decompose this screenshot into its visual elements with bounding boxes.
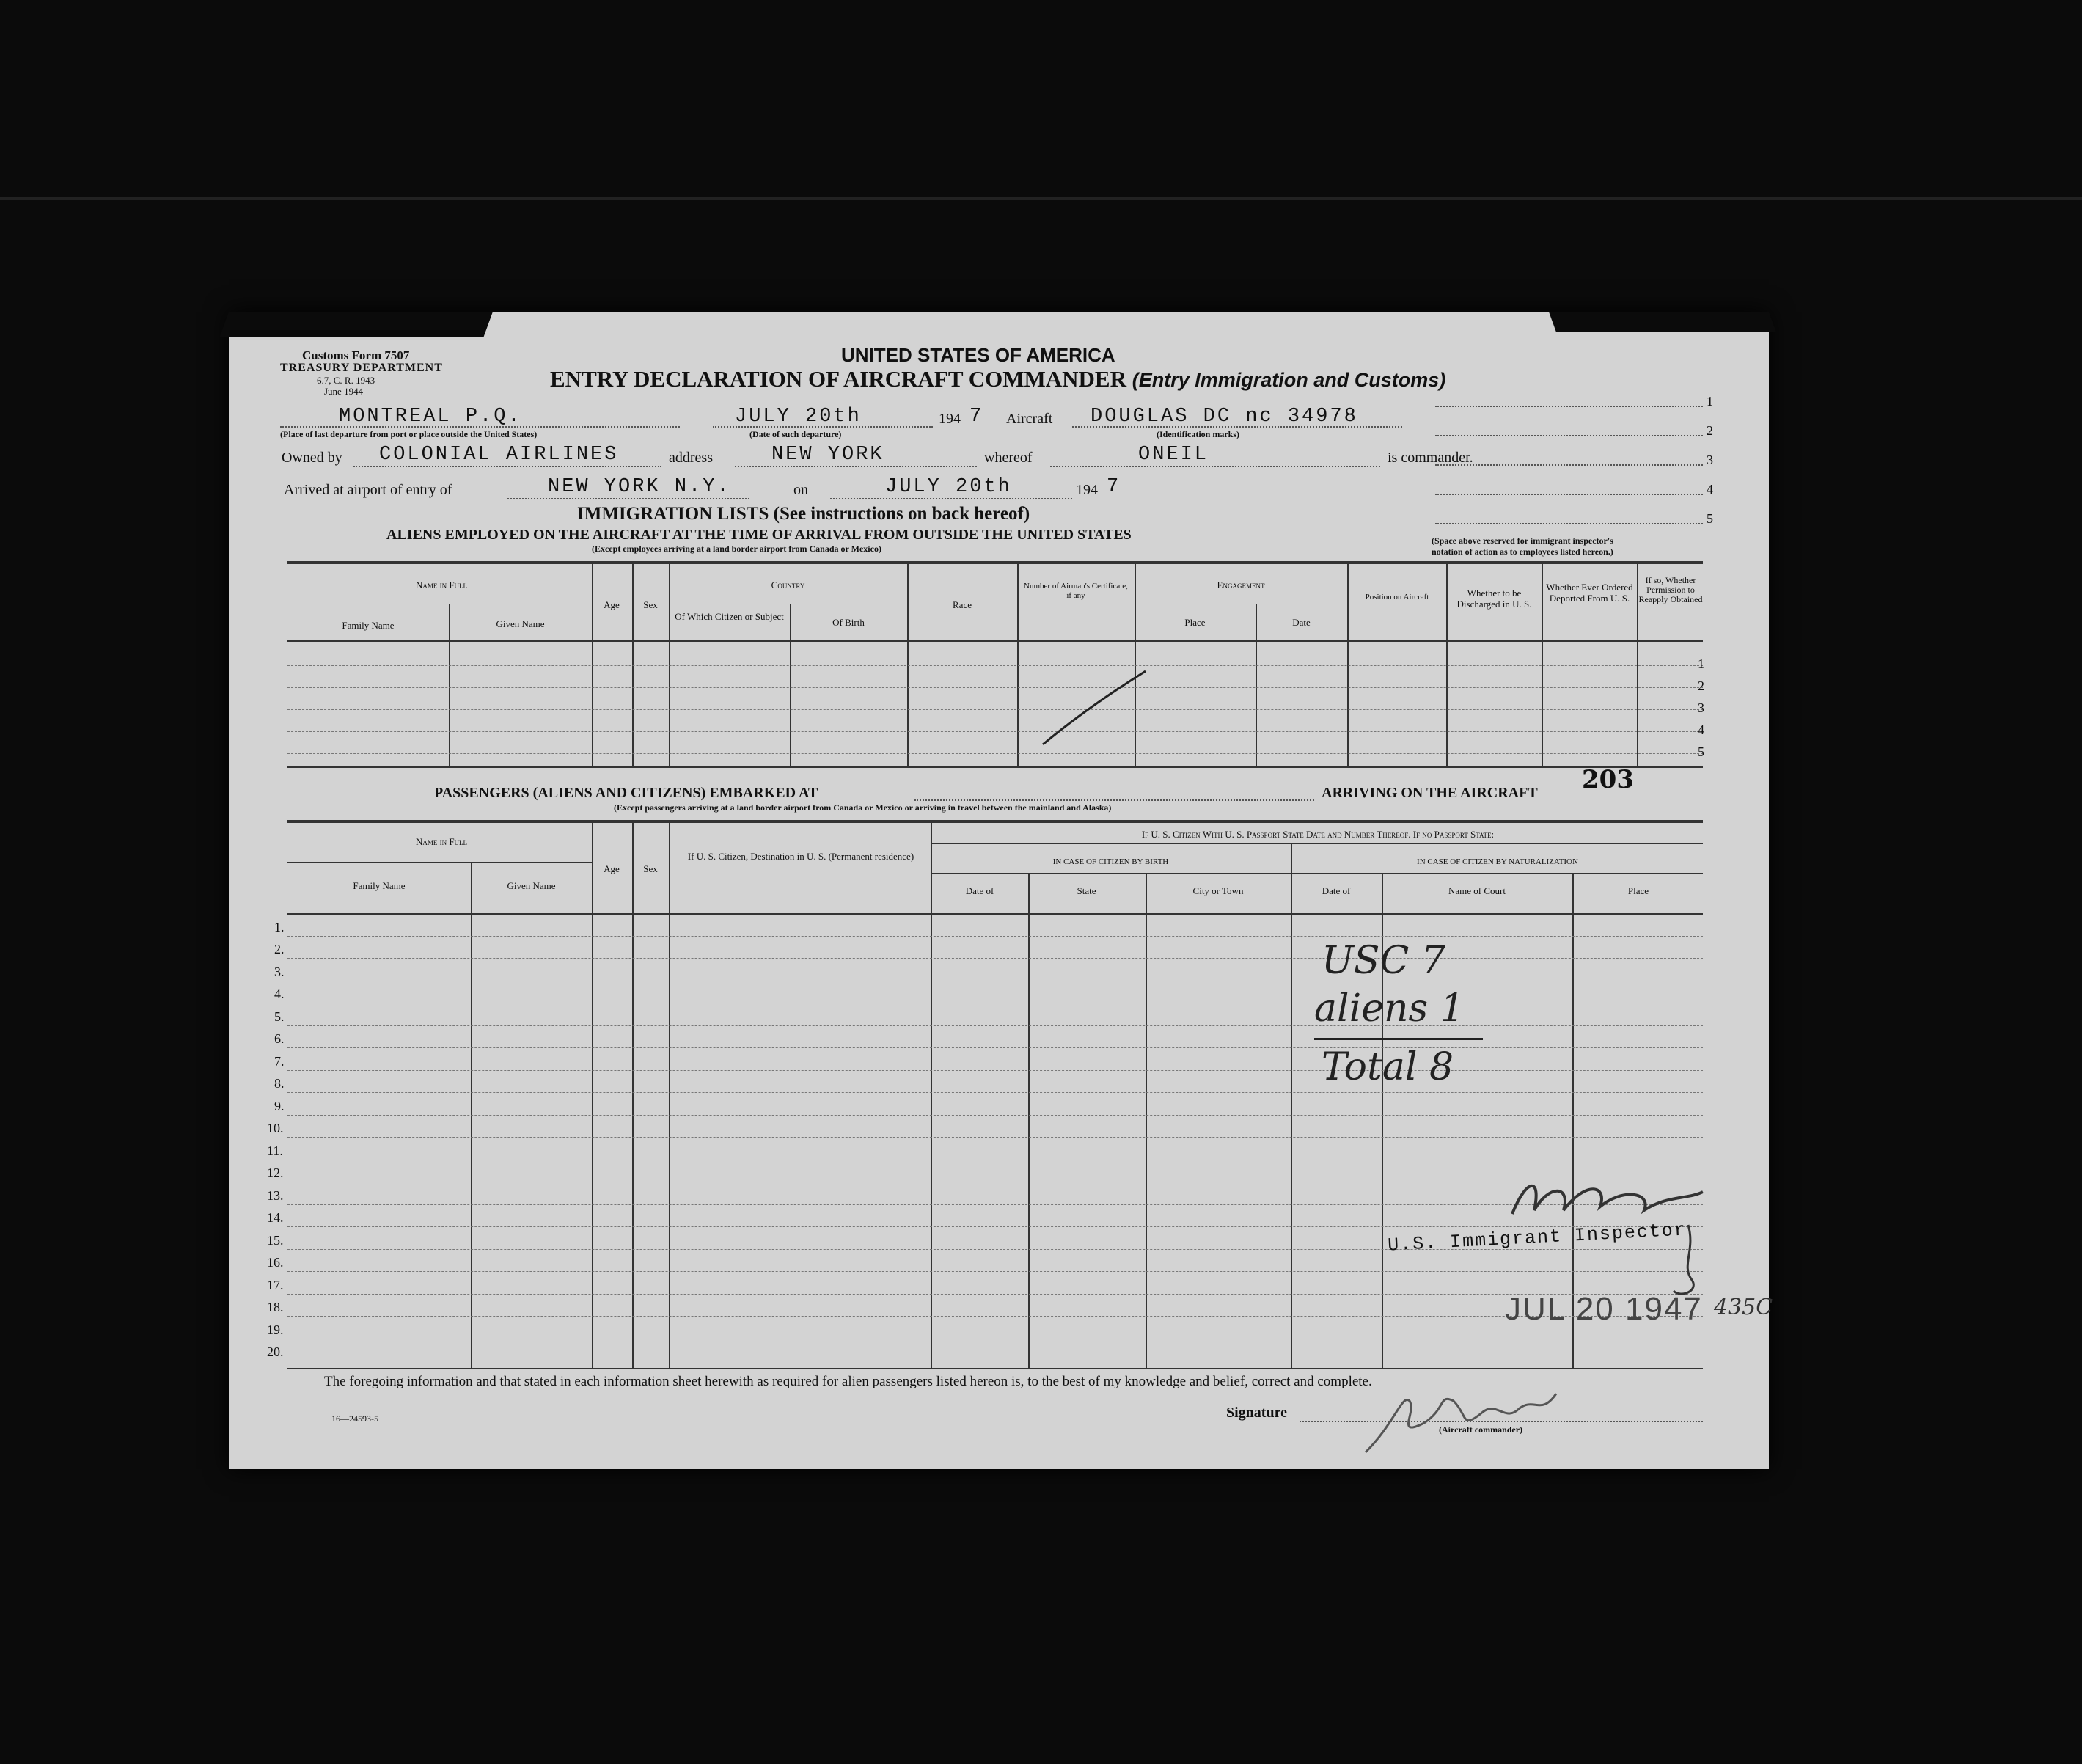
passenger-row-line: [287, 1294, 1703, 1295]
passengers-heading-right: ARRIVING ON THE AIRCRAFT: [1322, 785, 1538, 801]
passenger-row-line: [287, 1204, 1703, 1205]
col-discharged: Whether to be Discharged in U. S.: [1456, 588, 1532, 610]
col-eng-date: Date: [1292, 617, 1311, 628]
pcol-sex: Sex: [643, 863, 658, 874]
address-label: address: [669, 450, 713, 466]
handwritten-number: 203: [1582, 765, 1634, 794]
passenger-row-line: [287, 1271, 1703, 1272]
regulation: 6.7, C. R. 1943: [317, 375, 375, 386]
commander-label: is commander.: [1388, 450, 1473, 466]
passenger-row-number: 3.: [274, 964, 285, 979]
departure-place: MONTREAL P.Q.: [339, 406, 522, 428]
immigration-note: (Except employees arriving at a land border airport from Canada or Mexico): [592, 544, 881, 554]
passenger-row-number: 4.: [274, 987, 285, 1001]
reserved-number: 3: [1707, 453, 1713, 467]
passenger-row-number: 16.: [267, 1255, 284, 1270]
passenger-row-line: [287, 1092, 1703, 1093]
passenger-row-line: [287, 1025, 1703, 1026]
passenger-row-number: 17.: [267, 1277, 284, 1292]
reserved-number: 2: [1707, 423, 1713, 438]
print-code: 16—24593-5: [331, 1413, 378, 1424]
handwritten-total: Total 8: [1322, 1045, 1454, 1089]
col-deported: Whether Ever Ordered Deported From U. S.: [1546, 582, 1633, 604]
year-label: 194: [939, 411, 961, 427]
passenger-row-number: 2.: [274, 942, 285, 956]
whereof-label: whereof: [984, 450, 1033, 466]
col-family-name: Family Name: [342, 620, 395, 631]
signature-label: Signature: [1226, 1405, 1287, 1421]
pcol-date-of: Date of: [965, 885, 994, 896]
owned-label: Owned by: [282, 450, 342, 466]
pcol-place: Place: [1627, 885, 1649, 896]
passenger-row-number: 6.: [274, 1031, 285, 1046]
passenger-row-number: 18.: [267, 1300, 284, 1314]
footer-statement: The foregoing information and that stated in each information sheet herewith as required for alien passengers listed hereon is, to the best of my knowledge and belief, correct and complete.: [324, 1374, 1372, 1389]
aliens-row-number: 5: [1698, 744, 1704, 759]
passenger-row-number: 11.: [267, 1143, 283, 1158]
col-eng-place: Place: [1184, 617, 1206, 628]
signature-caption: (Aircraft commander): [1439, 1424, 1523, 1435]
reserved-caption: (Space above reserved for immigrant inspector's: [1432, 535, 1613, 546]
aliens-row-number: 4: [1698, 722, 1704, 737]
passenger-row-line: [287, 1070, 1703, 1071]
passenger-row-number: 1.: [274, 919, 285, 934]
passenger-row-line: [287, 1316, 1703, 1317]
reserved-number: 1: [1707, 394, 1713, 409]
passenger-row-line: [287, 1115, 1703, 1116]
arrival-year-label: 194: [1076, 482, 1098, 498]
passenger-row-line: [287, 1047, 1703, 1048]
passenger-row-line: [287, 958, 1703, 959]
form-number: Customs Form 7507: [302, 348, 410, 362]
departure-year: 7: [969, 406, 984, 428]
passenger-row-number: 8.: [274, 1076, 285, 1091]
aliens-row-number: 1: [1698, 656, 1704, 671]
owner: COLONIAL AIRLINES: [379, 444, 619, 466]
reserved-number: 5: [1707, 511, 1713, 526]
handwritten-aliens: aliens 1: [1314, 987, 1465, 1031]
passenger-row-number: 5.: [274, 1009, 285, 1024]
arrival-airport: NEW YORK N.Y.: [548, 476, 731, 498]
passenger-row-number: 9.: [274, 1098, 285, 1113]
commander-signature: [1351, 1379, 1571, 1460]
col-position: Position on Aircraft: [1365, 593, 1429, 601]
passenger-row-line: [287, 1137, 1703, 1138]
passenger-row-number: 13.: [267, 1187, 284, 1203]
torn-corner-right: [1549, 312, 1776, 332]
film-border-line: [0, 197, 2082, 200]
form-subtitle: (Entry Immigration and Customs): [1132, 369, 1446, 391]
col-permission: If so, Whether Permission to Reapply Obtained: [1638, 575, 1703, 604]
pcol-by-birth: IN CASE OF CITIZEN BY BIRTH: [1052, 857, 1169, 866]
passenger-row-line: [287, 936, 1703, 937]
immigration-heading: IMMIGRATION LISTS (See instructions on back hereof): [577, 504, 1030, 524]
arrival-year: 7: [1107, 476, 1121, 498]
pcol-date-of-nat: Date of: [1322, 885, 1351, 896]
departure-caption: (Place of last departure from port or place outside the United States): [280, 429, 538, 439]
col-sex: Sex: [643, 599, 658, 610]
aliens-row-number: 3: [1698, 700, 1704, 715]
commander-name: ONEIL: [1138, 444, 1209, 466]
col-given-name: Given Name: [496, 618, 545, 629]
date-caption: (Date of such departure): [749, 429, 842, 439]
pcol-age: Age: [604, 863, 620, 874]
passengers-note: (Except passengers arriving at a land border airport from Canada or Mexico or arriving in travel between the mainland and Alaska): [614, 802, 1112, 813]
reserved-caption: notation of action as to employees listed hereon.): [1432, 546, 1613, 557]
passenger-row-line: [287, 1226, 1703, 1227]
owner-address: NEW YORK: [771, 444, 884, 466]
pcol-family-name: Family Name: [353, 880, 406, 891]
passenger-row-number: 20.: [267, 1344, 284, 1359]
col-race: Race: [953, 599, 972, 610]
pcol-name-in-full: Name in Full: [415, 836, 468, 847]
passenger-row-number: 19.: [267, 1322, 284, 1337]
arrival-date: JULY 20th: [885, 476, 1012, 498]
col-name-in-full: Name in Full: [415, 579, 468, 590]
aircraft-caption: (Identification marks): [1157, 429, 1239, 439]
pcol-by-naturalization: IN CASE OF CITIZEN BY NATURALIZATION: [1417, 857, 1578, 866]
col-age: Age: [604, 599, 620, 610]
col-citizen-of: Of Which Citizen or Subject: [675, 611, 784, 622]
arrived-label: Arrived at airport of entry of: [284, 482, 452, 498]
passenger-row-number: 15.: [267, 1232, 284, 1248]
aircraft-label: Aircraft: [1006, 411, 1053, 427]
department: TREASURY DEPARTMENT: [280, 362, 443, 374]
col-country: Country: [771, 579, 805, 590]
passengers-heading-left: PASSENGERS (ALIENS AND CITIZENS) EMBARKED AT: [434, 785, 818, 801]
torn-corner: [219, 312, 493, 337]
pcol-destination: If U. S. Citizen, Destination in U. S. (Permanent residence): [687, 851, 914, 862]
immigration-subheading: ALIENS EMPLOYED ON THE AIRCRAFT AT THE TIME OF ARRIVAL FROM OUTSIDE THE UNITED STATES: [386, 527, 1132, 543]
tally-underline: [1314, 1038, 1483, 1040]
col-of-birth: Of Birth: [832, 617, 865, 628]
col-airman-cert: Number of Airman's Certificate, if any: [1024, 582, 1128, 600]
on-label: on: [793, 482, 808, 498]
cancel-slash-mark: [1035, 664, 1153, 752]
entry-declaration-form: [229, 312, 1773, 1469]
pcol-state: State: [1077, 885, 1096, 896]
passenger-row-number: 12.: [267, 1165, 284, 1180]
stamp-code: 435C: [1714, 1295, 1773, 1320]
country-heading: UNITED STATES OF AMERICA: [841, 344, 1115, 366]
form-date: June 1944: [324, 386, 364, 397]
aircraft-id: DOUGLAS DC nc 34978: [1091, 406, 1358, 428]
passenger-row-number: 10.: [267, 1121, 284, 1135]
pcol-city: City or Town: [1192, 885, 1244, 896]
departure-date: JULY 20th: [735, 406, 862, 428]
col-engagement: Engagement: [1217, 579, 1265, 590]
form-title-main: ENTRY DECLARATION OF AIRCRAFT COMMANDER: [550, 366, 1126, 392]
date-stamp: JUL 20 1947: [1505, 1291, 1703, 1327]
aliens-row-number: 2: [1698, 678, 1704, 693]
handwritten-usc: USC 7: [1322, 939, 1445, 983]
passenger-row-number: 7.: [274, 1053, 285, 1069]
passenger-row-number: 14.: [267, 1210, 284, 1225]
pcol-court: Name of Court: [1448, 885, 1506, 896]
pcol-given-name: Given Name: [507, 880, 556, 891]
reserved-number: 4: [1707, 482, 1713, 497]
form-title: [550, 366, 1445, 392]
pcol-passport: If U. S. Citizen With U. S. Passport State Date and Number Thereof. If no Passport State:: [1141, 829, 1495, 840]
signature-flourish: [1666, 1221, 1703, 1302]
inspector-stamp: U.S. Immigrant Inspector: [1387, 1219, 1687, 1256]
